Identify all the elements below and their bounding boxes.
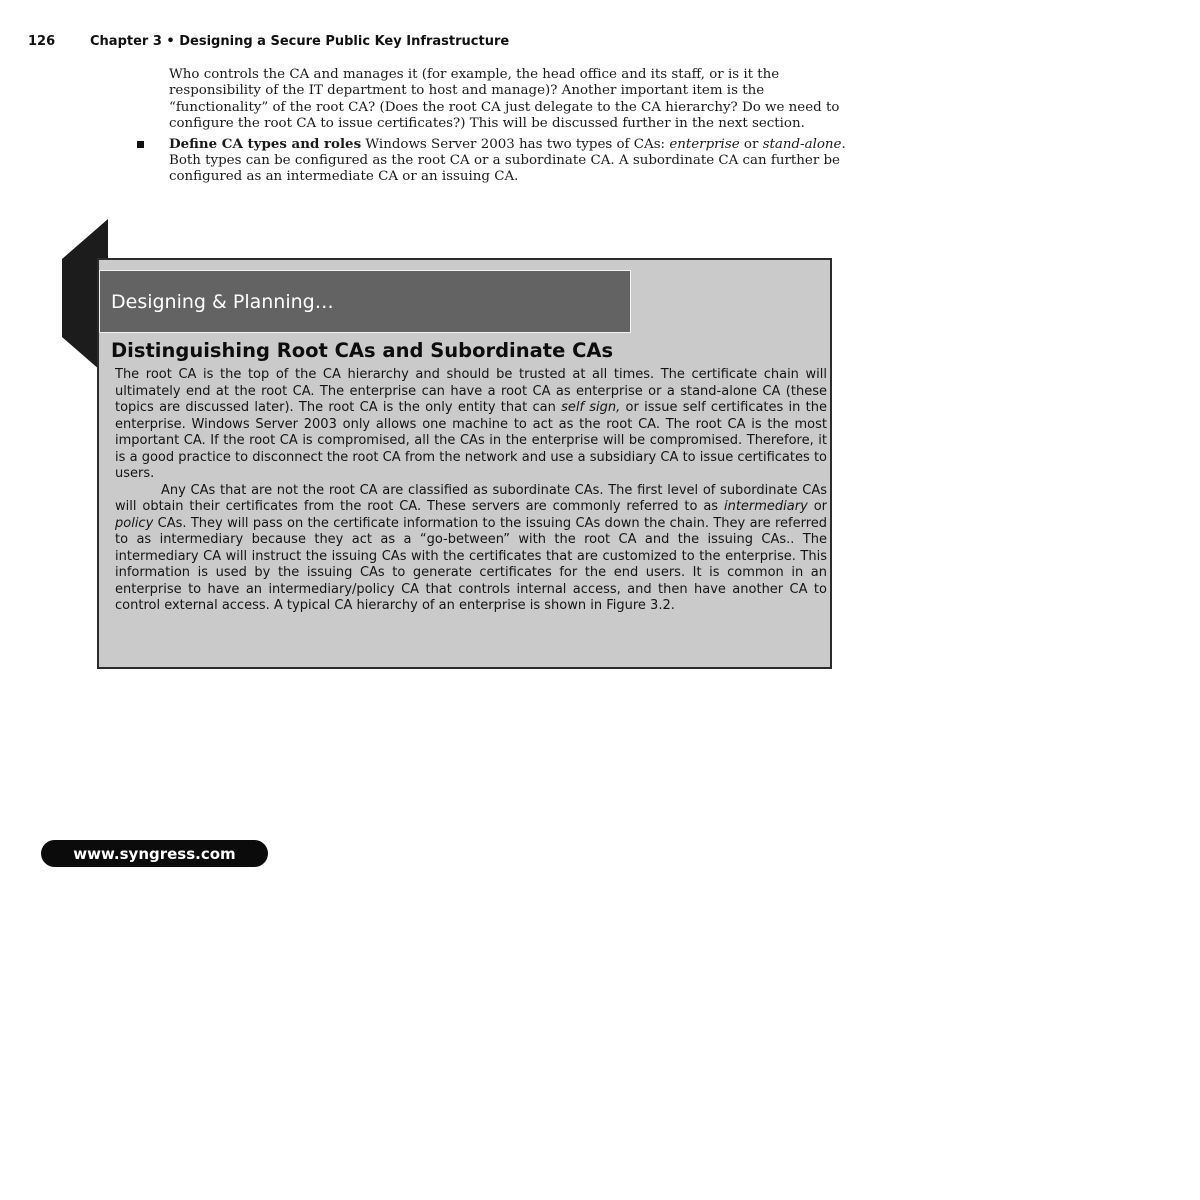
bullet-term: Define CA types and roles	[169, 135, 362, 152]
sidebar-heading: Distinguishing Root CAs and Subordinate CAs	[111, 339, 614, 362]
paragraph-text: or issue self certificates in the enterprise. Windows Server 2003 only allows one machine to act as the root CA. The root CA is the most important CA. If the root CA is compromised, all the CAs in the enterprise will be compromised. Therefore, it is a good practice to disconnect the root CA from the network and use a subsidiary CA to issue certificates to users.	[115, 400, 827, 481]
sidebar-box	[97, 258, 832, 669]
intro-paragraph: Who controls the CA and manages it (for example, the head office and its staff, or is it the responsibility of the IT department to host and manage)? Another important item is the “functionality” of the root CA? (Does the root CA just delegate to the CA hierarchy? Do we need to configure the root CA to issue certificates?) This will be discussed further in the next section.	[169, 67, 840, 132]
footer-url: www.syngress.com	[73, 844, 236, 863]
sidebar-paragraph-1	[115, 367, 827, 483]
emphasis-intermediary: intermediary	[723, 499, 808, 514]
paragraph-text: or	[807, 499, 827, 514]
bullet-text: Windows Server 2003 has two types of CAs:	[365, 136, 670, 152]
sidebar-banner-title: Designing & Planning…	[111, 290, 334, 313]
page-number: 126	[28, 34, 56, 49]
bullet-item	[169, 136, 849, 186]
bullet-text: . Both types can be configured as the root CA or a subordinate CA. A subordinate CA can further be configured as an intermediate CA or an issuing CA.	[169, 136, 846, 185]
sidebar-body	[115, 367, 827, 615]
paragraph-text: Any CAs that are not the root CA are classified as subordinate CAs. The first level of subordinate CAs will obtain their certificates from the root CA. These servers are commonly referred to as	[115, 482, 827, 514]
sidebar-banner	[99, 270, 631, 333]
emphasis-policy: policy	[115, 515, 154, 531]
bullet-emphasis-standalone: stand-alone	[762, 136, 842, 152]
bullet-text: or	[739, 136, 763, 152]
running-head	[28, 34, 509, 49]
paragraph-text: CAs. They will pass on the certificate information to the issuing CAs down the chain. They are referred to as intermediary because they act as a “go-between” with the root CA and the issuing CAs.. The intermediary CA will instruct the issuing CAs with the certificates that are customized to the enterprise. This information is used by the issuing CAs to generate certificates for the end users. It is common in an enterprise to have an intermediary/policy CA that controls internal access, and then have another CA to control external access. A typical CA hierarchy of an enterprise is shown in Figure 3.2.	[115, 515, 827, 613]
chapter-title: Chapter 3 • Designing a Secure Public Key Infrastructure	[90, 34, 510, 49]
footer-url-badge	[41, 840, 268, 867]
bullet-emphasis-enterprise: enterprise	[669, 136, 740, 152]
emphasis-self-sign: self sign,	[561, 400, 621, 415]
square-bullet-icon	[137, 141, 144, 148]
body-text	[169, 67, 849, 186]
paragraph-text: The root CA is the top of the CA hierarchy and should be trusted at all times. The certificate chain will ultimately end at the root CA. The enterprise can have a root CA as enterprise or a stand-alone CA (these topics are discussed later). The root CA is the only entity that can	[115, 367, 827, 415]
sidebar-paragraph-2	[115, 483, 827, 615]
